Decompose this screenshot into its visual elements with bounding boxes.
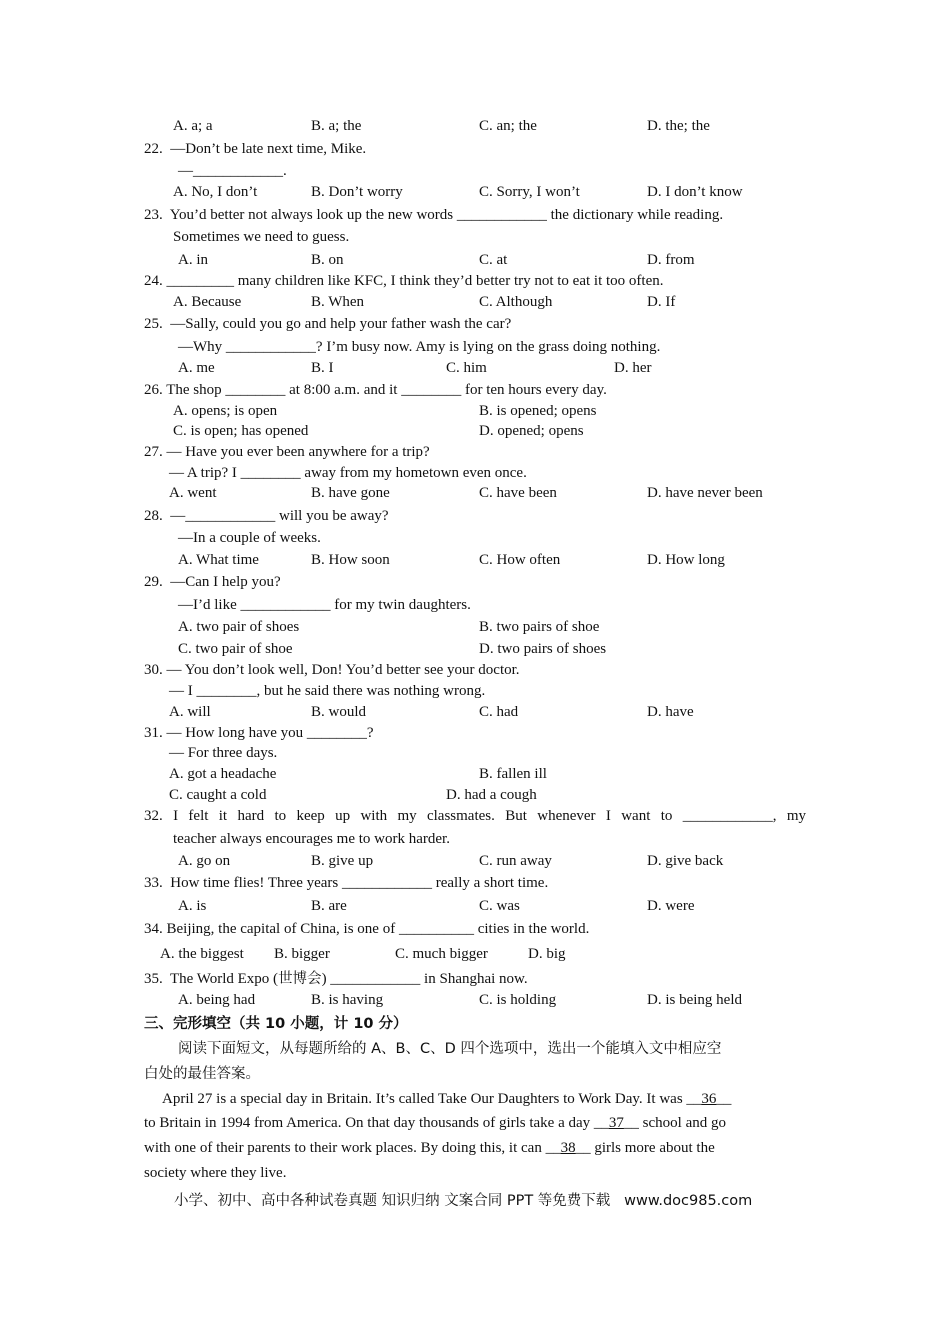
q29-option-a: A. two pair of shoes — [178, 619, 300, 635]
q34-option-c: C. much bigger — [395, 946, 488, 962]
passage-line4: society where they live. — [144, 1165, 287, 1181]
q27-option-d: D. have never been — [647, 485, 763, 501]
passage-line3 — [144, 1139, 715, 1157]
q31-option-b: B. fallen ill — [479, 766, 547, 782]
q31-option-a: A. got a headache — [169, 766, 277, 782]
q31-option-c: C. caught a cold — [169, 787, 267, 803]
blank-38: 38 — [560, 1140, 576, 1156]
blank-37: 37 — [608, 1115, 624, 1131]
q27-option-b: B. have gone — [311, 485, 390, 501]
q28-option-c: C. How often — [479, 552, 561, 568]
q24-option-a: A. Because — [173, 294, 242, 310]
q23-stem-line2: Sometimes we need to guess. — [173, 229, 350, 245]
q22-stem: 22. —Don’t be late next time, Mike. — [144, 141, 367, 157]
q25-reply: —Why ____________? I’m busy now. Amy is lying on the grass doing nothing. — [178, 339, 661, 355]
page-footer: 小学、初中、高中各种试卷真题 知识归纳 文案合同 PPT 等免费下载 www.doc985.com — [174, 1193, 753, 1209]
q35-stem-b: ) ____________ in Shanghai now. — [321, 971, 528, 987]
q22-option-a: A. No, I don’t — [173, 184, 258, 200]
q28-reply: —In a couple of weeks. — [178, 530, 321, 546]
q24-stem: 24. _________ many children like KFC, I think they’d better try not to eat it too often. — [144, 273, 664, 289]
q24-option-c: C. Although — [479, 294, 553, 310]
q26-option-d: D. opened; opens — [479, 423, 584, 439]
q35-stem — [144, 970, 528, 988]
q27-stem: 27. — Have you ever been anywhere for a trip? — [144, 444, 430, 460]
q24-option-d: D. If — [647, 294, 676, 310]
section-instruction-line1: 阅读下面短文，从每题所给的 A、B、C、D 四个选项中，选出一个能填入文中相应空 — [178, 1041, 722, 1057]
section-instruction-line2: 白处的最佳答案。 — [144, 1066, 260, 1082]
blank-36: 36 — [701, 1091, 717, 1107]
passage-line1-tail: __ — [716, 1091, 732, 1107]
q32-stem-line2: teacher always encourages me to work harder. — [173, 831, 450, 847]
q27-option-a: A. went — [169, 485, 217, 501]
q29-reply: —I’d like ____________ for my twin daughters. — [178, 597, 471, 613]
q25-option-a: A. me — [178, 360, 215, 376]
q30-stem: 30. — You don’t look well, Don! You’d better see your doctor. — [144, 662, 520, 678]
q30-option-d: D. have — [647, 704, 694, 720]
q21-option-d: D. the; the — [647, 118, 710, 134]
q28-option-d: D. How long — [647, 552, 725, 568]
q23-stem-line1: 23. You’d better not always look up the new words ____________ the dictionary while reading. — [144, 207, 724, 223]
q26-option-b: B. is opened; opens — [479, 403, 597, 419]
q22-option-d: D. I don’t know — [647, 184, 743, 200]
passage-line2-tail: __ school and go — [623, 1115, 726, 1131]
q26-stem: 26. The shop ________ at 8:00 a.m. and it ________ for ten hours every day. — [144, 382, 607, 398]
q22-option-c: C. Sorry, I won’t — [479, 184, 580, 200]
q23-option-c: C. at — [479, 252, 508, 268]
passage-line1-text: April 27 is a special day in Britain. It’s called Take Our Daughters to Work Day. It was __ — [162, 1091, 702, 1107]
q32-stem-line1: 32. I felt it hard to keep up with my classmates. But whenever I want to ____________, my — [144, 808, 806, 824]
q25-option-c: C. him — [446, 360, 487, 376]
q27-option-c: C. have been — [479, 485, 557, 501]
q32-option-a: A. go on — [178, 853, 231, 869]
q30-reply: — I ________, but he said there was nothing wrong. — [169, 683, 486, 699]
passage-line2 — [144, 1114, 726, 1132]
q29-option-d: D. two pairs of shoes — [479, 641, 607, 657]
q34-option-a: A. the biggest — [160, 946, 244, 962]
q27-reply: — A trip? I ________ away from my hometown even once. — [169, 465, 527, 481]
q33-option-c: C. was — [479, 898, 520, 914]
q22-option-b: B. Don’t worry — [311, 184, 403, 200]
q28-stem: 28. —____________ will you be away? — [144, 508, 389, 524]
q33-option-a: A. is — [178, 898, 207, 914]
q29-option-b: B. two pairs of shoe — [479, 619, 600, 635]
q28-option-a: A. What time — [178, 552, 259, 568]
q35-stem-cn: 世博会 — [278, 971, 322, 987]
q25-option-d: D. her — [614, 360, 652, 376]
q30-option-b: B. would — [311, 704, 367, 720]
q25-stem: 25. —Sally, could you go and help your father wash the car? — [144, 316, 512, 332]
q29-stem: 29. —Can I help you? — [144, 574, 281, 590]
q33-stem: 33. How time flies! Three years ____________ really a short time. — [144, 875, 549, 891]
q23-option-d: D. from — [647, 252, 695, 268]
q23-option-a: A. in — [178, 252, 208, 268]
q26-option-a: A. opens; is open — [173, 403, 278, 419]
q32-option-c: C. run away — [479, 853, 552, 869]
q35-option-a: A. being had — [178, 992, 256, 1008]
q34-stem: 34. Beijing, the capital of China, is one of __________ cities in the world. — [144, 921, 590, 937]
section-heading: 三、完形填空（共 10 小题，计 10 分） — [144, 1016, 408, 1032]
q34-option-b: B. bigger — [274, 946, 330, 962]
q30-option-c: C. had — [479, 704, 519, 720]
q30-option-a: A. will — [169, 704, 211, 720]
q21-option-b: B. a; the — [311, 118, 362, 134]
q21-option-c: C. an; the — [479, 118, 537, 134]
q35-option-d: D. is being held — [647, 992, 742, 1008]
q29-option-c: C. two pair of shoe — [178, 641, 293, 657]
q33-option-b: B. are — [311, 898, 347, 914]
q28-option-b: B. How soon — [311, 552, 390, 568]
passage-line3-text: with one of their parents to their work places. By doing this, it can __ — [144, 1140, 561, 1156]
q25-option-b: B. I — [311, 360, 334, 376]
q32-option-b: B. give up — [311, 853, 374, 869]
q26-option-c: C. is open; has opened — [173, 423, 309, 439]
q35-option-b: B. is having — [311, 992, 384, 1008]
q33-option-d: D. were — [647, 898, 695, 914]
q31-reply: — For three days. — [169, 745, 278, 761]
q24-option-b: B. When — [311, 294, 365, 310]
q31-option-d: D. had a cough — [446, 787, 537, 803]
passage-line2-text: to Britain in 1994 from America. On that day thousands of girls take a day __ — [144, 1115, 609, 1131]
q32-option-d: D. give back — [647, 853, 724, 869]
q35-stem-a: 35. The World Expo ( — [144, 971, 279, 987]
q23-option-b: B. on — [311, 252, 344, 268]
q34-option-d: D. big — [528, 946, 566, 962]
q22-reply: —____________. — [178, 163, 287, 179]
q35-option-c: C. is holding — [479, 992, 557, 1008]
q31-stem: 31. — How long have you ________? — [144, 725, 374, 741]
passage-line3-tail: __ girls more about the — [575, 1140, 715, 1156]
passage-line1 — [162, 1090, 731, 1108]
q21-option-a: A. a; a — [173, 118, 213, 134]
